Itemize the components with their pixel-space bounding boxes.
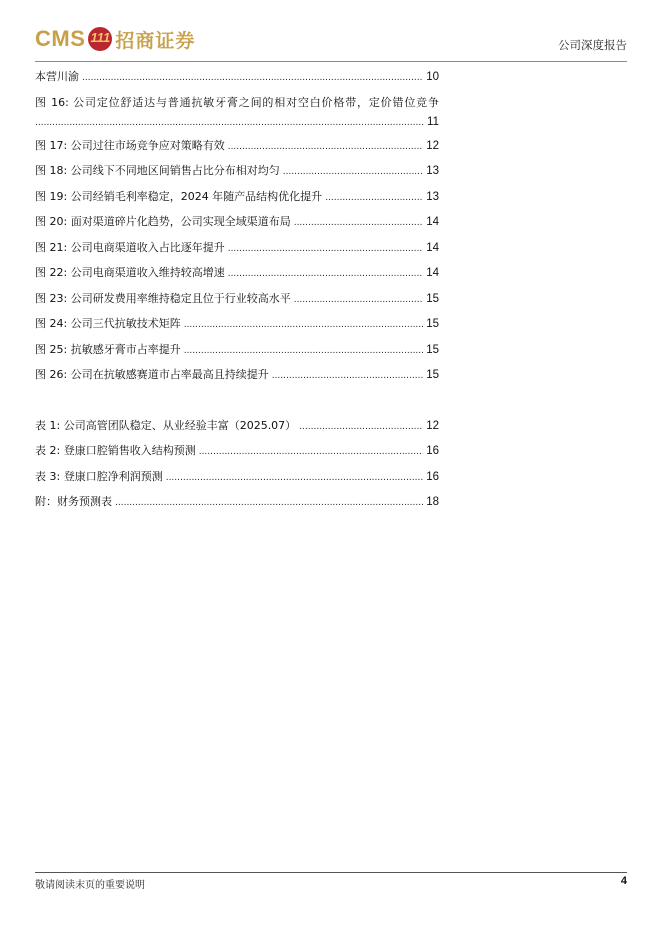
toc-leader bbox=[166, 470, 424, 486]
toc-entry-label: 附：财务预测表 bbox=[35, 495, 112, 508]
page-number: 4 bbox=[620, 875, 627, 887]
toc-leader bbox=[228, 139, 424, 155]
toc-entry-page: 14 bbox=[426, 242, 439, 254]
toc-table-entry[interactable] bbox=[35, 469, 439, 485]
toc-entry-label: 图 21: 公司电商渠道收入占比逐年提升 bbox=[35, 241, 225, 254]
toc-leader bbox=[294, 292, 424, 308]
toc-entry-page: 15 bbox=[426, 318, 439, 330]
toc-entry[interactable] bbox=[35, 367, 439, 383]
toc-entry-label: 图 17: 公司过往市场竞争应对策略有效 bbox=[35, 139, 225, 152]
toc-leader bbox=[199, 444, 424, 460]
logo-latin: CMS bbox=[35, 26, 86, 51]
toc-leader bbox=[325, 190, 423, 206]
toc-entry-label: 表 3: 登康口腔净利润预测 bbox=[35, 470, 163, 483]
toc-entry-page: 12 bbox=[426, 140, 439, 152]
footer-disclaimer: 敬请阅读末页的重要说明 bbox=[35, 880, 145, 891]
toc-leader bbox=[184, 343, 424, 359]
toc-table-entry[interactable] bbox=[35, 494, 439, 510]
toc-entry-page: 16 bbox=[426, 445, 439, 457]
logo-chinese: 招商证券 bbox=[115, 29, 196, 52]
toc-entry-label: 本营川渝 bbox=[35, 70, 79, 83]
toc-entry-label: 图 23: 公司研发费用率维持稳定且位于行业较高水平 bbox=[35, 292, 291, 305]
toc-entry-label: 图 18: 公司线下不同地区间销售占比分布相对均匀 bbox=[35, 164, 280, 177]
toc-table-entry[interactable] bbox=[35, 443, 439, 459]
toc-entry[interactable] bbox=[35, 342, 439, 358]
footer-divider bbox=[35, 872, 627, 873]
toc-entry-page: 15 bbox=[426, 369, 439, 381]
toc-entry-page: 18 bbox=[426, 496, 439, 508]
toc-entry-page: 15 bbox=[426, 344, 439, 356]
toc-entry[interactable] bbox=[35, 316, 439, 332]
toc-table-entry[interactable] bbox=[35, 418, 439, 434]
header-divider bbox=[35, 61, 627, 62]
logo-mark-icon: 111 bbox=[88, 27, 112, 51]
toc-entry-continuation[interactable] bbox=[35, 114, 439, 130]
toc-entry-page: 15 bbox=[426, 293, 439, 305]
toc-leader bbox=[184, 317, 424, 333]
toc-entry-page: 16 bbox=[426, 471, 439, 483]
toc-entry[interactable] bbox=[35, 291, 439, 307]
toc-entry-label: 图 19: 公司经销毛利率稳定，2024 年随产品结构优化提升 bbox=[35, 190, 323, 203]
toc-entry-label: 图 22: 公司电商渠道收入维持较高增速 bbox=[35, 266, 225, 279]
toc-entry[interactable] bbox=[35, 189, 439, 205]
page-header bbox=[35, 24, 627, 60]
toc-leader bbox=[299, 419, 423, 435]
toc-entry-label: 图 25: 抗敏感牙膏市占率提升 bbox=[35, 343, 181, 356]
toc-leader bbox=[228, 266, 424, 282]
toc-entry-page: 10 bbox=[426, 71, 439, 83]
toc-entry-page: 11 bbox=[427, 116, 439, 128]
toc-leader bbox=[35, 115, 424, 131]
toc-entry[interactable] bbox=[35, 138, 439, 154]
toc-entry[interactable] bbox=[35, 265, 439, 281]
report-type: 公司深度报告 bbox=[558, 38, 627, 52]
toc-leader bbox=[228, 241, 424, 257]
toc-entry-label: 图 26: 公司在抗敏感赛道市占率最高且持续提升 bbox=[35, 368, 269, 381]
toc-entry-page: 12 bbox=[426, 420, 439, 432]
toc-leader bbox=[272, 368, 424, 384]
toc-entry[interactable] bbox=[35, 240, 439, 256]
toc-entry-label: 图 24: 公司三代抗敏技术矩阵 bbox=[35, 317, 181, 330]
toc-entry-label: 表 1: 公司高管团队稳定、从业经验丰富（2025.07） bbox=[35, 419, 297, 432]
company-logo bbox=[35, 24, 195, 54]
toc-entry[interactable] bbox=[35, 214, 439, 230]
toc-entry[interactable] bbox=[35, 163, 439, 179]
toc-entry-label: 图 20: 面对渠道碎片化趋势，公司实现全域渠道布局 bbox=[35, 215, 291, 228]
toc-entry-page: 13 bbox=[426, 165, 439, 177]
toc-entry-page: 14 bbox=[426, 216, 439, 228]
toc-entry-page: 14 bbox=[426, 267, 439, 279]
toc-leader bbox=[283, 164, 424, 180]
toc-leader bbox=[115, 495, 423, 511]
toc-leader bbox=[294, 215, 424, 231]
toc-leader bbox=[82, 70, 423, 86]
toc-entry-page: 13 bbox=[426, 191, 439, 203]
toc-entry-label: 表 2: 登康口腔销售收入结构预测 bbox=[35, 444, 196, 457]
toc-entry-label[interactable]: 图 16: 公司定位舒适达与普通抗敏牙膏之间的相对空白价格带，定价错位竞争 bbox=[35, 96, 439, 109]
toc-entry[interactable] bbox=[35, 69, 439, 85]
